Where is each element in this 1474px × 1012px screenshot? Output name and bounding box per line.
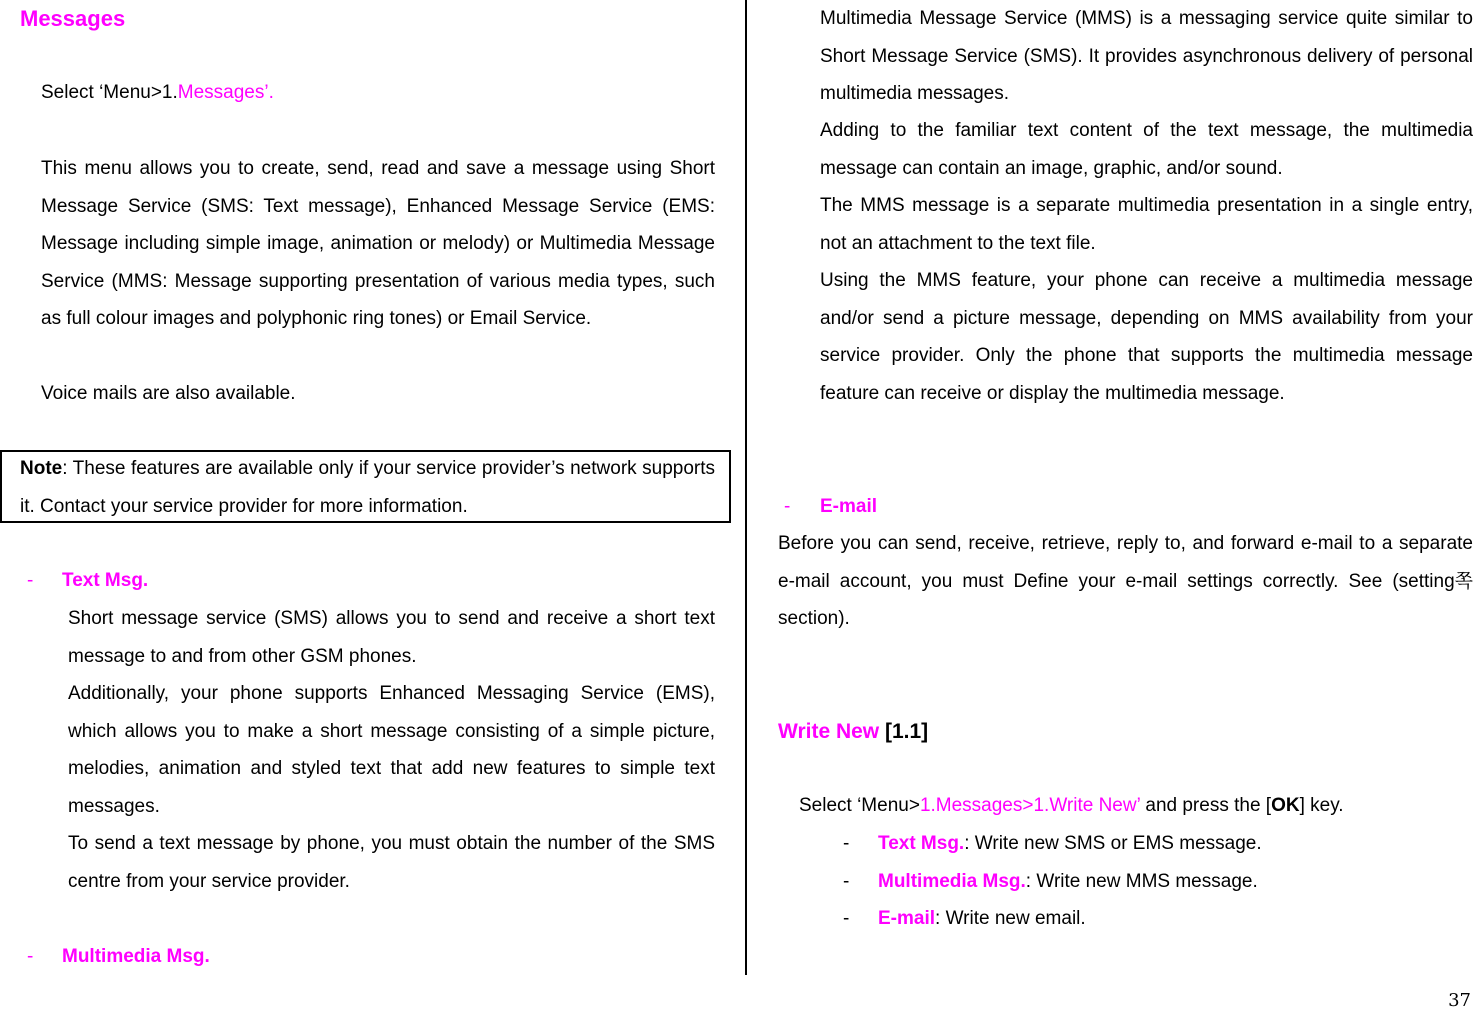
voice-mails-text: Voice mails are also available. [41,383,296,404]
select-link: Messages’. [177,82,274,103]
note-label: Note [20,458,63,479]
write-new-title: Write New [778,720,880,743]
item-dash: - [843,833,850,854]
wn-select-prefix: Select ‘Menu> [799,795,920,816]
item-label: Multimedia Msg. [878,871,1026,892]
text-msg-heading: Text Msg. [62,570,149,591]
write-new-instruction [799,795,1344,817]
text-msg-dash: - [27,570,34,591]
item-label: E-mail [878,908,936,929]
item-label: Text Msg. [878,833,965,854]
item-desc: : Write new email. [935,908,1086,929]
select-instruction [41,82,274,104]
email-paragraph: Before you can send, receive, retrieve, reply to, and forward e-mail to a separate e-mail account, you must Define your e-mail settings correctly. See (setting쪽 section). [778,533,1473,629]
email-dash: - [784,496,791,517]
multimedia-heading: Multimedia Msg. [62,946,210,967]
wn-select-end: ] key. [1299,795,1344,816]
mms-p1: Multimedia Message Service (MMS) is a messaging service quite similar to Short Message Service (SMS). It provides asynchronous delivery of personal multimedia messages. [820,8,1473,104]
list-item-email [878,908,1086,930]
item-dash: - [843,908,850,929]
list-item-text-msg [878,833,1262,855]
note-body: : These features are available only if your service provider’s network supports it. Contact your service provider for more information. [20,458,715,517]
select-prefix: Select ‘Menu>1. [41,82,178,103]
multimedia-dash: - [27,946,34,967]
item-desc: : Write new SMS or EMS message. [964,833,1262,854]
text-msg-p1: Short message service (SMS) allows you to send and receive a short text message to and from other GSM phones. [68,608,715,667]
list-item-multimedia-msg [878,871,1258,893]
page-title: Messages [20,6,126,31]
intro-paragraph: This menu allows you to create, send, read and save a message using Short Message Service (SMS: Text message), Enhanced Message Service (EMS: Message including simple image, animation or melody) or Multimedia Message Service (MMS: Message supporting presentation of various media types, such as full colour images and polyphonic ring tones) or Email Service. [41,158,715,329]
item-dash: - [843,871,850,892]
mms-p2: Adding to the familiar text content of the text message, the multimedia message can contain an image, graphic, and/or sound. [820,120,1473,179]
page-number: 37 [1448,990,1471,1011]
wn-select-link: 1.Messages>1.Write New’ [919,795,1141,816]
text-msg-p3: To send a text message by phone, you must obtain the number of the SMS centre from your service provider. [68,833,715,892]
email-heading: E-mail [820,496,878,517]
column-divider [745,0,747,975]
wn-select-mid: and press the [ [1140,795,1272,816]
ok-key: OK [1271,795,1300,816]
mms-p3: The MMS message is a separate multimedia presentation in a single entry, not an attachment to the text file. [820,195,1473,254]
text-msg-p2: Additionally, your phone supports Enhanced Messaging Service (EMS), which allows you to make a short message consisting of a simple picture, melodies, animation and styled text that add new features to simple text messages. [68,683,715,817]
mms-p4: Using the MMS feature, your phone can receive a multimedia message and/or send a picture message, depending on MMS availability from your service provider. Only the phone that supports the multimedia message feature can receive or display the multimedia message. [820,270,1473,404]
write-new-heading [778,720,928,744]
note-text [20,450,715,525]
item-desc: : Write new MMS message. [1025,871,1258,892]
write-new-code: [1.1] [884,720,929,743]
